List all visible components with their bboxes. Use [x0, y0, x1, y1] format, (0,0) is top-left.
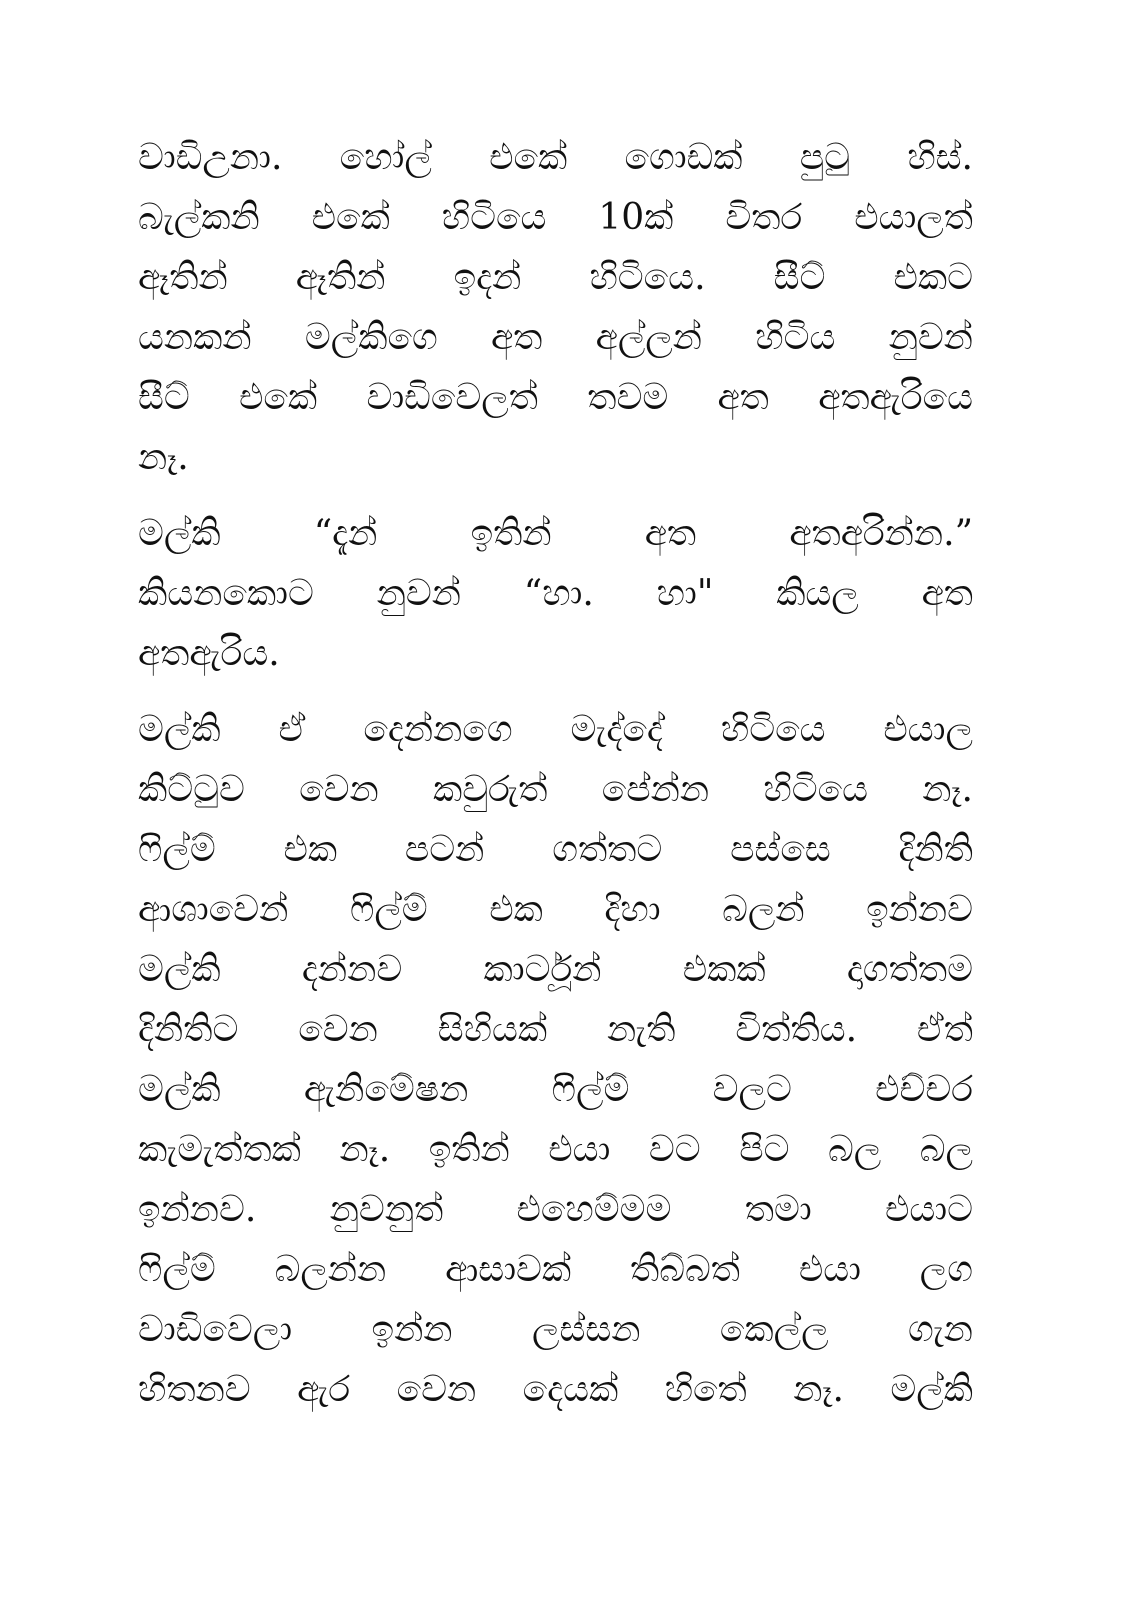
text-line: දිනිතිට වෙන සිහියක් නැති විත්තිය. ඒත් — [138, 1009, 973, 1050]
text-line: බැල්කනි එකේ හිටියෙ 10ක් විතර එයාලත් — [138, 197, 973, 238]
text-line: මල්කි ඇනිමේෂන ෆිල්ම් වලට එච්චර — [138, 1069, 973, 1110]
text-line: කිට්ටුව වෙන කවුරුත් පේන්න හිටියෙ නෑ. — [138, 769, 973, 810]
paragraph-1 — [138, 128, 973, 488]
body-text — [138, 128, 973, 1436]
text-line: හිතනව ඇර වෙන දෙයක් හිතේ නෑ. මල්කි — [138, 1369, 973, 1410]
text-line: ආශාවෙන් ෆිල්ම් එක දිහා බලන් ඉන්නව — [138, 889, 973, 930]
text-line: මල්කි “දැන් ඉතින් අත අතඅරින්න.” — [138, 513, 973, 554]
text-line: වාඩිවෙලා ඉන්න ලස්සන කෙල්ල ගැන — [138, 1309, 973, 1350]
text-line: ඈතින් ඈතින් ඉදන් හිටියෙ. සීට් එකට — [138, 257, 973, 298]
text-line: නෑ. — [138, 437, 189, 478]
text-line: ඉන්නව. නුවනුත් එහෙම්මම තමා එයාට — [138, 1189, 973, 1230]
text-line: වාඩිඋනා. හෝල් එකේ ගොඩක් පුටු හිස්. — [138, 137, 973, 178]
text-line: ෆිල්ම් එක පටන් ගත්තට පස්සෙ දිනිති — [138, 829, 973, 870]
text-line: මල්කි දන්නව කාර්ටූන් එකක් දාගත්තම — [138, 949, 973, 990]
text-line: කැමැත්තක් නෑ. ඉතින් එයා වට පිට බල බල — [138, 1129, 973, 1170]
text-line: ෆිල්ම් බලන්න ආසාවක් තිබ්බත් එයා ලග — [138, 1249, 973, 1290]
text-line: කියනකොට නුවන් “හා. හා" කියල අත — [138, 573, 973, 614]
paragraph-2 — [138, 504, 973, 684]
text-line: මල්කි ඒ දෙන්නගෙ මැද්දේ හිටියෙ එයාල — [138, 709, 973, 750]
text-line: සීට් එකේ වාඩිවෙලත් තවම අත අතඇරියෙ — [138, 377, 973, 418]
paragraph-3 — [138, 700, 973, 1420]
text-line: යනකන් මල්කිගෙ අත අල්ලන් හිටිය නුවන් — [138, 317, 973, 358]
text-line: අතඇරිය. — [138, 633, 280, 674]
